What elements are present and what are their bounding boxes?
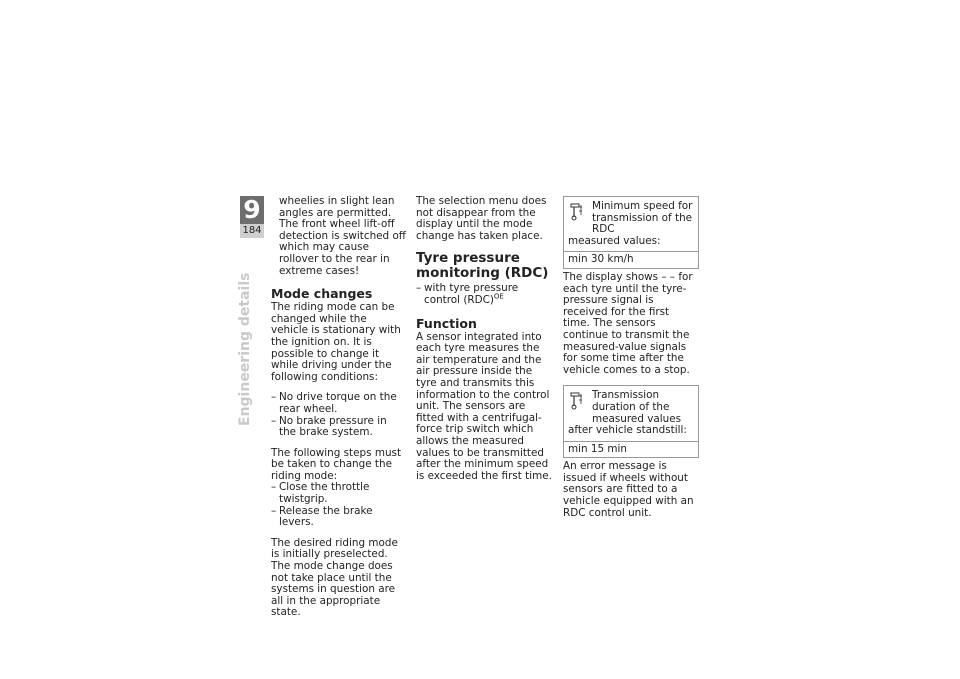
wrench-gauge-icon (569, 203, 583, 221)
chapter-number: 9 (243, 195, 261, 224)
spec-label: Minimum speed for transmission of the RDC (592, 200, 693, 236)
paragraph: The display shows – – for each tyre until the tyre-pressure signal is received for the first time. The sensors continue to transmit the measured-value signals for some time after the vehicle comes to a stop. (563, 270, 693, 376)
option-list (416, 283, 554, 306)
spec-box (563, 385, 699, 458)
steps-list (271, 482, 407, 528)
spec-label: Transmission duration of the measured values (592, 389, 682, 425)
list-item: – No brake pressure in the brake system. (271, 416, 407, 439)
function-heading: Function (416, 315, 477, 331)
page-number: 184 (240, 224, 264, 238)
column-2 (416, 196, 554, 491)
list-item: – Release the brake levers. (271, 506, 407, 529)
conditions-list (271, 392, 407, 438)
oe-marker: OE (493, 292, 504, 301)
paragraph: The riding mode can be changed while the vehicle is stationary with the ignition on. It is possible to change it while driving under the following conditions: (271, 301, 401, 383)
section-title: Engineering details (237, 272, 253, 426)
list-item: – No drive torque on the rear wheel. (271, 392, 407, 415)
rdc-heading: Tyre pressure monitoring (RDC) (416, 250, 549, 282)
mode-changes-heading: Mode changes (271, 286, 373, 302)
column-3 (563, 196, 699, 528)
spec-label-cont: measured values: (568, 234, 661, 247)
chapter-tab (240, 196, 264, 238)
column-1 (271, 196, 407, 628)
paragraph: An error message is issued if wheels without sensors are fitted to a vehicle equipped with an RDC control unit. (563, 460, 694, 519)
paragraph: A sensor integrated into each tyre measures the air temperature and the air pressure inside the tyre and transmits this information to the control unit. The sensors are fitted with a centrifugal-force trip switch which allows the measured values to be transmitted after the minimum speed is exceeded the first time. (416, 330, 552, 482)
intro-text: wheelies in slight lean angles are permitted. The front wheel lift-off detection is switched off which may cause rollover to the rear in extreme cases! (279, 195, 406, 277)
spec-box (563, 196, 699, 269)
spec-label-cont: after vehicle standstill: (568, 424, 687, 437)
paragraph: The following steps must be taken to change the riding mode: (271, 446, 402, 482)
paragraph: The desired riding mode is initially preselected. The mode change does not take place until the systems in question are all in the appropriate state. (271, 536, 398, 619)
list-item: – with tyre pressure control (RDC)$^{OE}$ (416, 283, 554, 306)
wrench-gauge-icon (569, 392, 583, 410)
list-item: – Close the throttle twistgrip. (271, 482, 407, 505)
spec-value: min 15 min (568, 442, 628, 455)
paragraph: The selection menu does not disappear from the display until the mode change has taken place. (416, 195, 547, 242)
spec-value: min 30 km/h (568, 253, 634, 266)
